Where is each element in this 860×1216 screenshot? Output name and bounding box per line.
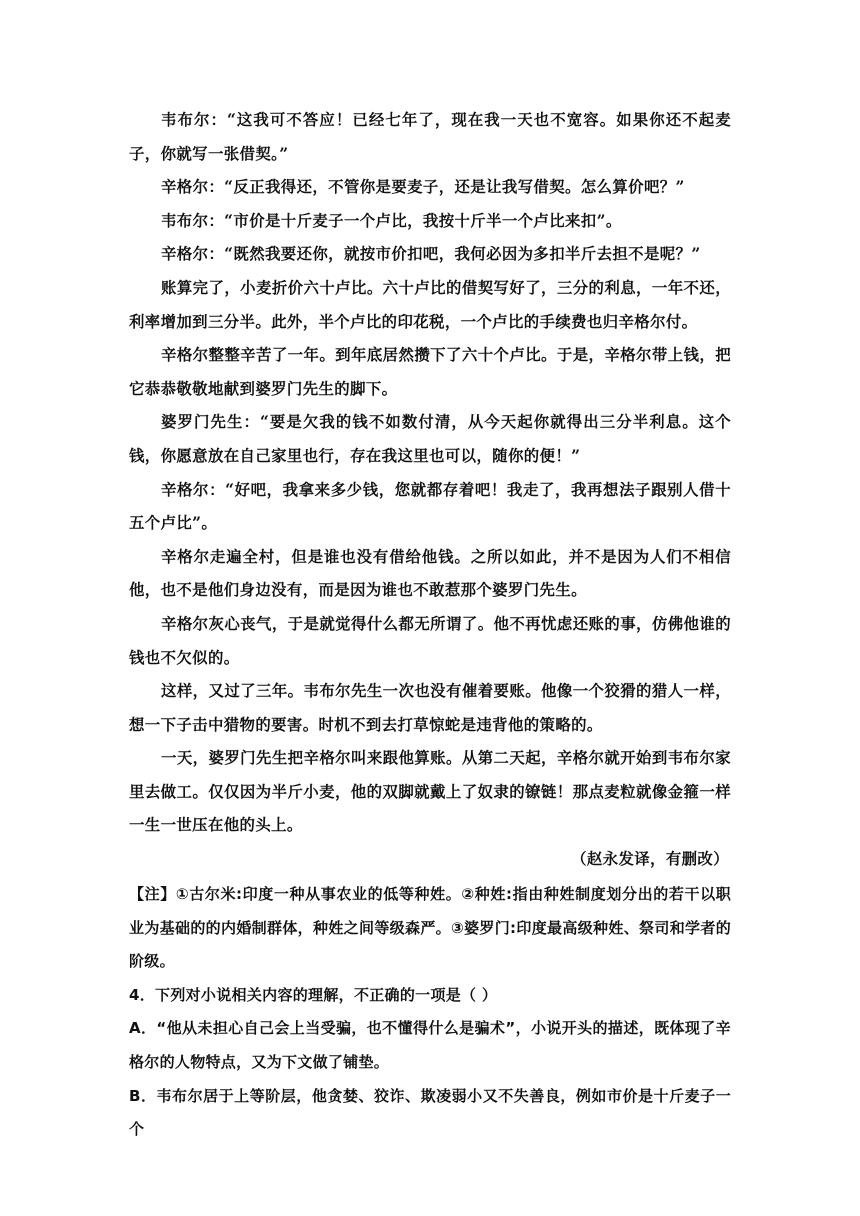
translator-credit: （赵永发译，有删改）	[571, 850, 729, 869]
story-paragraph: 辛格尔整整辛苦了一年。到年底居然攒下了六十个卢比。于是，辛格尔带上钱，把它恭恭敬敬地献到婆罗门先生的脚下。	[129, 346, 731, 398]
story-paragraph: 辛格尔：“既然我要还你，就按市价扣吧，我何必因为多扣半斤去担不是呢？”	[161, 245, 701, 264]
story-paragraph: 婆罗门先生：“要是欠我的钱不如数付清，从今天起你就得出三分半利息。这个钱，你愿意放在自己家里也行，存在我这里也可以，随你的便！”	[129, 413, 731, 465]
story-paragraph: 韦布尔：“这我可不答应！已经七年了，现在我一天也不宽容。如果你还不起麦子，你就写一张借契。”	[129, 111, 731, 163]
story-paragraph: 辛格尔：“好吧，我拿来多少钱，您就都存着吧！我走了，我再想法子跟别人借十五个卢比”。	[129, 480, 731, 533]
annotation-note: 【注】①古尔米:印度一种从事农业的低等种姓。②种姓:指由种姓制度划分出的若干以职业为基础的的内婚制群体，种姓之间等级森严。③婆罗门:印度最高级种姓、祭司和学者的阶级。	[129, 885, 731, 971]
story-paragraph: 辛格尔灰心丧气，于是就觉得什么都无所谓了。他不再忧虑还账的事，仿佛他谁的钱也不欠似的。	[129, 614, 731, 667]
option-a: A．“他从未担心自己会上当受骗，也不懂得什么是骗术”，小说开头的描述，既体现了辛格尔的人物特点，又为下文做了铺垫。	[129, 1019, 731, 1071]
story-paragraph: 账算完了，小麦折价六十卢比。六十卢比的借契写好了，三分的利息，一年不还，利率增加到三分半。此外，半个卢比的印花税，一个卢比的手续费也归辛格尔付。	[129, 278, 731, 331]
story-paragraph: 韦布尔：“市价是十斤麦子一个卢比，我按十斤半一个卢比来扣”。	[161, 211, 622, 230]
story-paragraph: 辛格尔：“反正我得还，不管你是要麦子，还是让我写借契。怎么算价吧？”	[161, 178, 685, 197]
story-text	[129, 104, 731, 877]
option-b: B．韦布尔居于上等阶层，他贪婪、狡诈、欺凌弱小又不失善良，例如市价是十斤麦子一个	[129, 1086, 731, 1139]
story-paragraph: 这样，又过了三年。韦布尔先生一次也没有催着要账。他像一个狡猾的猎人一样，想一下子击中猎物的要害。时机不到去打草惊蛇是违背他的策略的。	[129, 682, 731, 734]
story-paragraph: 辛格尔走遍全村，但是谁也没有借给他钱。之所以如此，并不是因为人们不相信他，也不是他们身边没有，而是因为谁也不敢惹那个婆罗门先生。	[129, 547, 731, 600]
question-4-title: 4．下列对小说相关内容的理解，不正确的一项是（ ）	[129, 985, 498, 1004]
notes-and-questions	[129, 878, 731, 1147]
story-paragraph: 一天，婆罗门先生把辛格尔叫来跟他算账。从第二天起，辛格尔就开始到韦布尔家里去做工。仅仅因为半斤小麦，他的双脚就戴上了奴隶的镣链！那点麦粒就像金箍一样一生一世压在他的头上。	[129, 749, 731, 835]
